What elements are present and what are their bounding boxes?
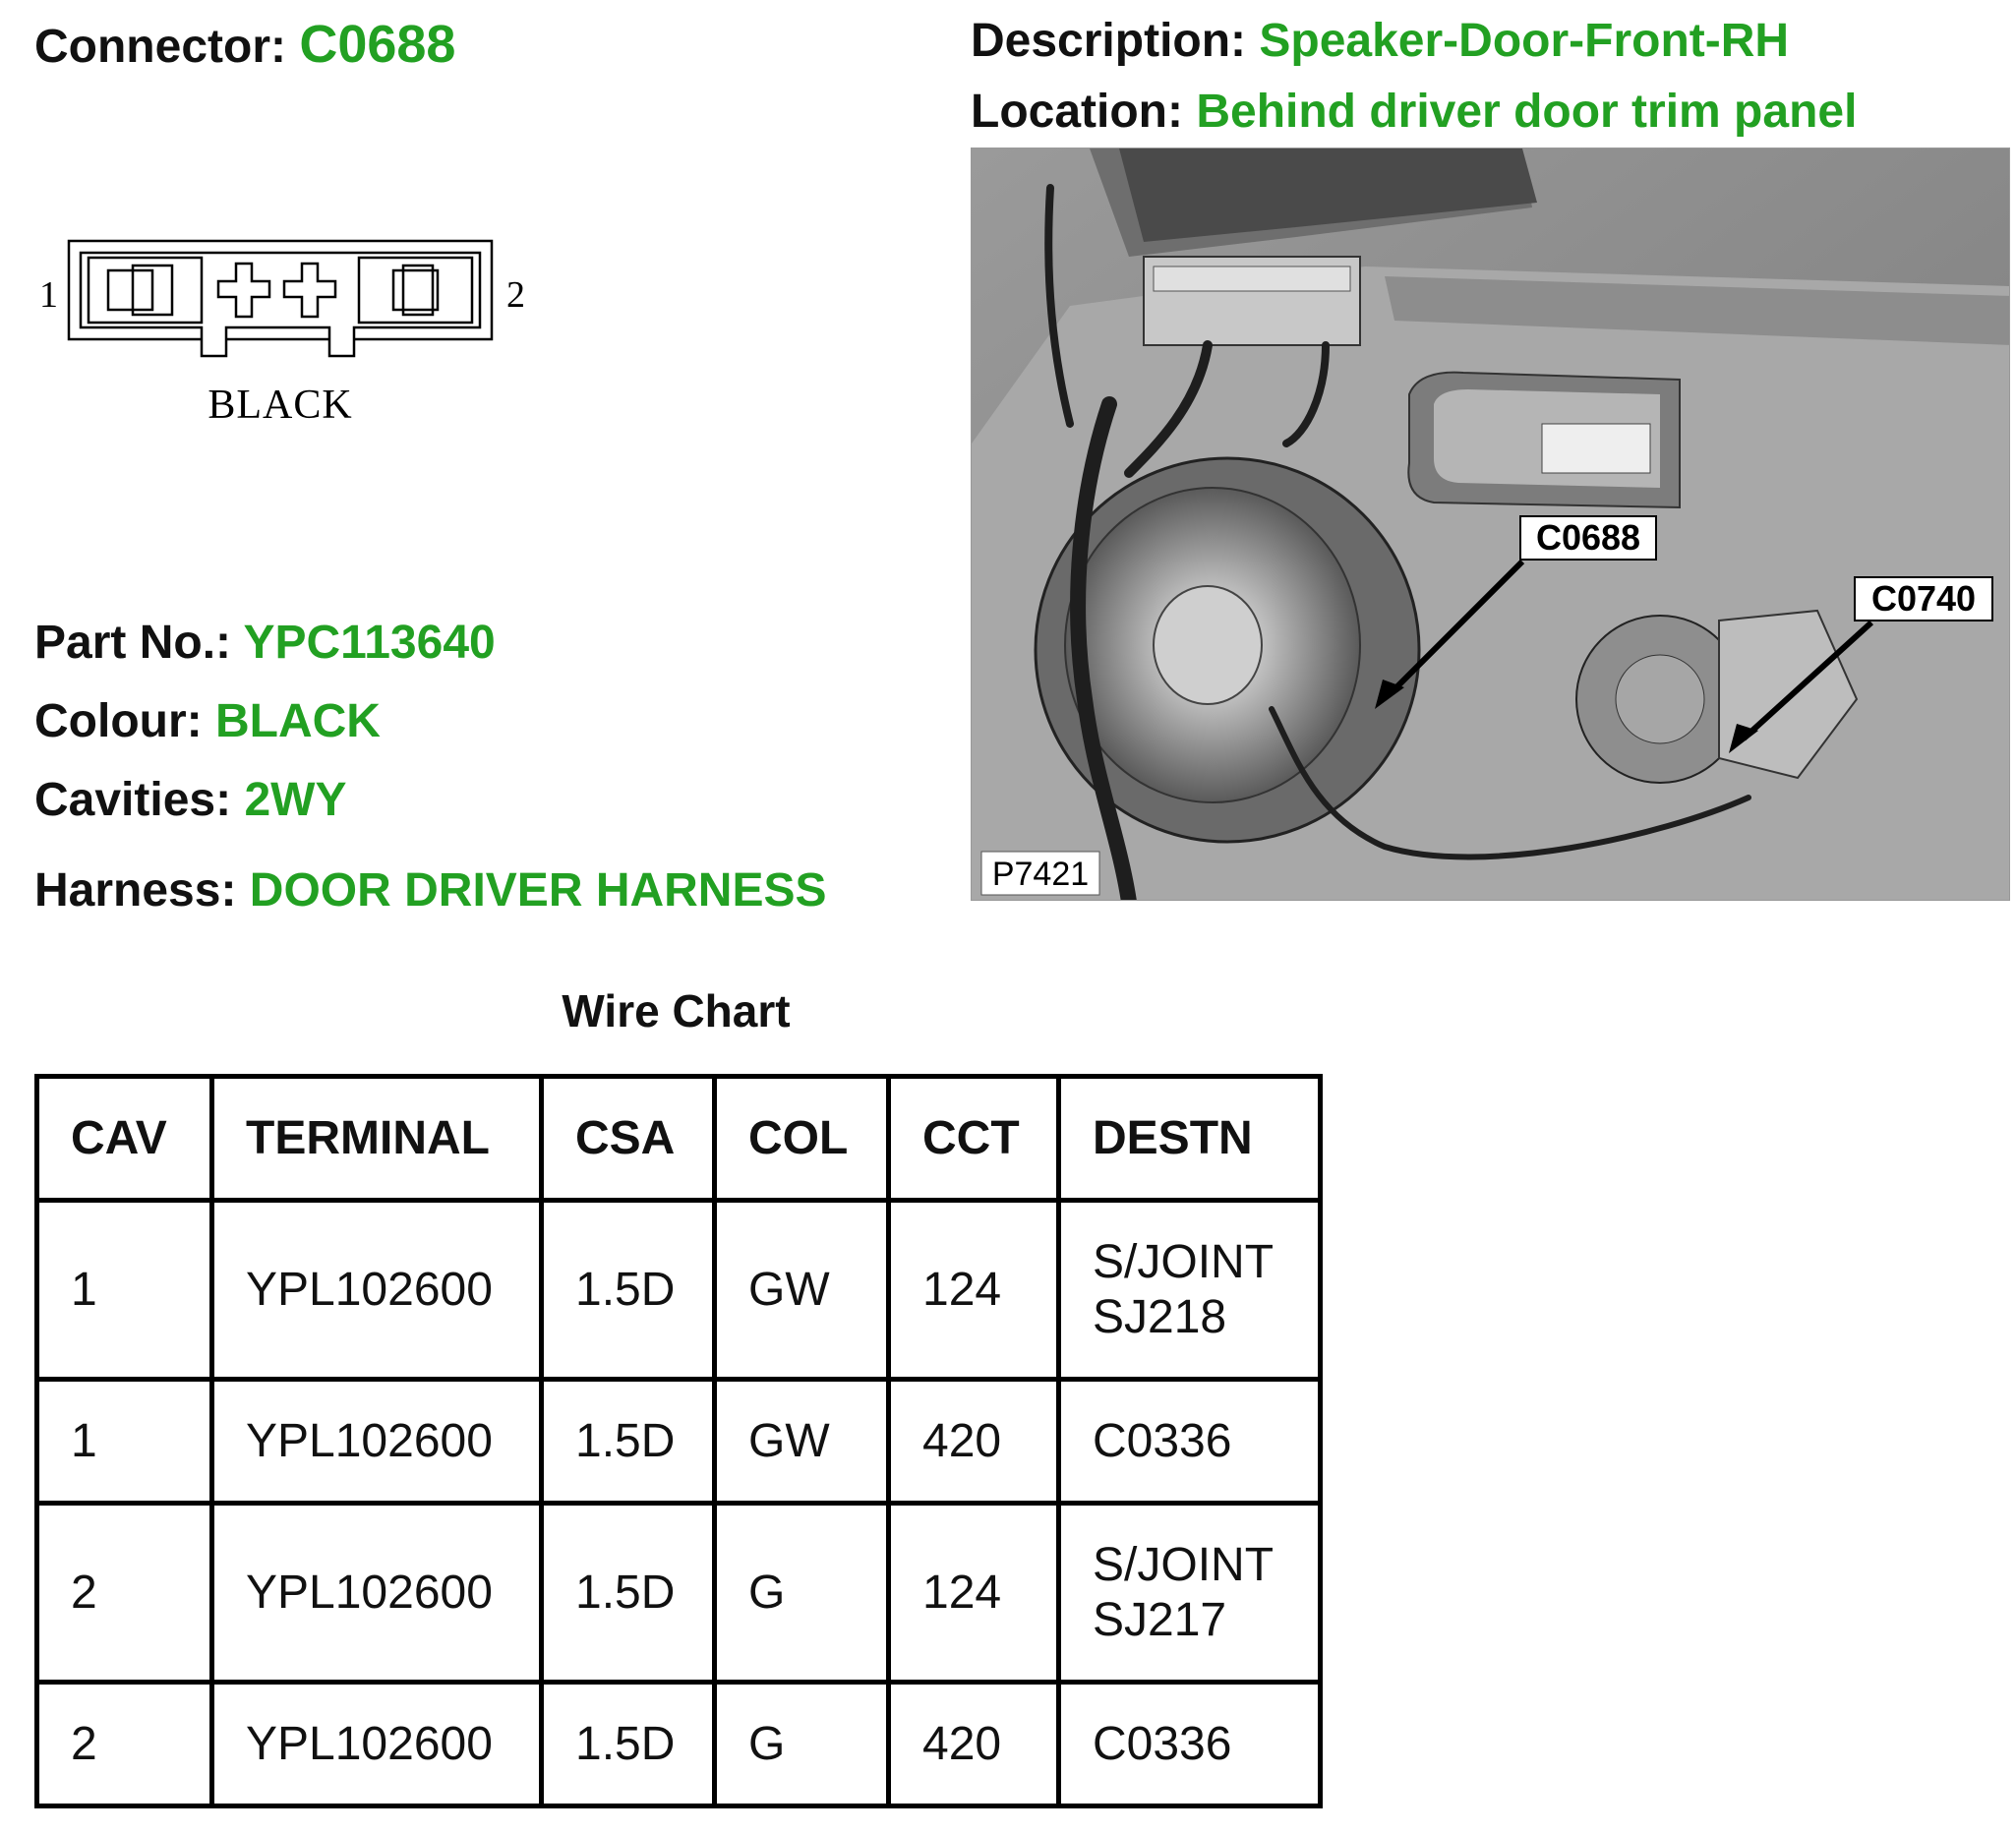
harness-value: DOOR DRIVER HARNESS: [249, 864, 827, 917]
photo-ref-label: P7421: [991, 856, 1090, 893]
cell-terminal: YPL102600: [212, 1683, 542, 1806]
part-no-value: YPC113640: [243, 617, 496, 669]
location-field: [971, 86, 1858, 138]
cell-cav: 2: [37, 1683, 212, 1806]
part-no-label: Part No.:: [34, 617, 232, 669]
header-col: COL: [715, 1077, 889, 1201]
description-value: Speaker-Door-Front-RH: [1259, 15, 1790, 67]
cell-terminal: YPL102600: [212, 1504, 542, 1683]
connector-label: Connector:: [34, 21, 286, 73]
cell-col: G: [715, 1683, 889, 1806]
pin-2-label: 2: [506, 274, 525, 316]
destn-line: C0336: [1093, 1717, 1232, 1770]
cell-col: GW: [715, 1201, 889, 1380]
table-row: [37, 1201, 1321, 1380]
destn-line: S/JOINT: [1093, 1539, 1275, 1592]
cell-destn: [1059, 1201, 1321, 1380]
cell-cav: 1: [37, 1201, 212, 1380]
colour-value: BLACK: [214, 695, 381, 747]
cell-terminal: YPL102600: [212, 1201, 542, 1380]
cell-csa: 1.5D: [542, 1504, 715, 1683]
wire-chart-title: Wire Chart: [562, 985, 791, 1036]
colour-label: Colour:: [34, 695, 203, 747]
cell-cct: 124: [889, 1504, 1059, 1683]
description-label: Description:: [971, 15, 1247, 67]
wire-chart-table: [34, 1074, 1323, 1808]
connector-colour-label: BLACK: [208, 383, 353, 428]
door-handle: [1542, 424, 1650, 473]
header-cct: CCT: [889, 1077, 1059, 1201]
table-row: [37, 1683, 1321, 1806]
pin-1-label: 1: [39, 274, 58, 316]
description-field: [971, 15, 1790, 67]
header-terminal: TERMINAL: [212, 1077, 542, 1201]
destn-line: SJ218: [1093, 1290, 1227, 1343]
destn-line: S/JOINT: [1093, 1236, 1275, 1289]
cell-csa: 1.5D: [542, 1201, 715, 1380]
header-csa: CSA: [542, 1077, 715, 1201]
header-destn: DESTN: [1059, 1077, 1321, 1201]
part-no-field: [34, 617, 496, 669]
cell-csa: 1.5D: [542, 1380, 715, 1504]
callout-c0688-label: C0688: [1535, 517, 1641, 558]
callout-c0740-label: C0740: [1870, 578, 1977, 619]
location-label: Location:: [971, 86, 1183, 138]
wire-chart-header-row: [37, 1077, 1321, 1201]
cell-destn: [1059, 1683, 1321, 1806]
cell-cav: 1: [37, 1380, 212, 1504]
connector-value: C0688: [299, 15, 456, 74]
table-row: [37, 1504, 1321, 1683]
cell-cav: 2: [37, 1504, 212, 1683]
colour-field: [34, 695, 381, 747]
harness-label: Harness:: [34, 864, 237, 917]
connector-field: [34, 15, 456, 74]
table-row: [37, 1380, 1321, 1504]
cell-destn: [1059, 1380, 1321, 1504]
location-value: Behind driver door trim panel: [1196, 86, 1858, 138]
header-cav: CAV: [37, 1077, 212, 1201]
cell-cct: 124: [889, 1201, 1059, 1380]
cell-terminal: YPL102600: [212, 1380, 542, 1504]
cavities-value: 2WY: [244, 774, 347, 826]
cell-cct: 420: [889, 1683, 1059, 1806]
cell-col: GW: [715, 1380, 889, 1504]
location-photo: [971, 148, 2010, 901]
connector-face-diagram: [30, 226, 541, 452]
destn-line: SJ217: [1093, 1593, 1227, 1646]
cell-col: G: [715, 1504, 889, 1683]
destn-line: C0336: [1093, 1414, 1232, 1467]
harness-field: [34, 864, 827, 917]
cavities-field: [34, 774, 347, 826]
cavities-label: Cavities:: [34, 774, 232, 826]
cell-destn: [1059, 1504, 1321, 1683]
cell-csa: 1.5D: [542, 1683, 715, 1806]
cell-cct: 420: [889, 1380, 1059, 1504]
